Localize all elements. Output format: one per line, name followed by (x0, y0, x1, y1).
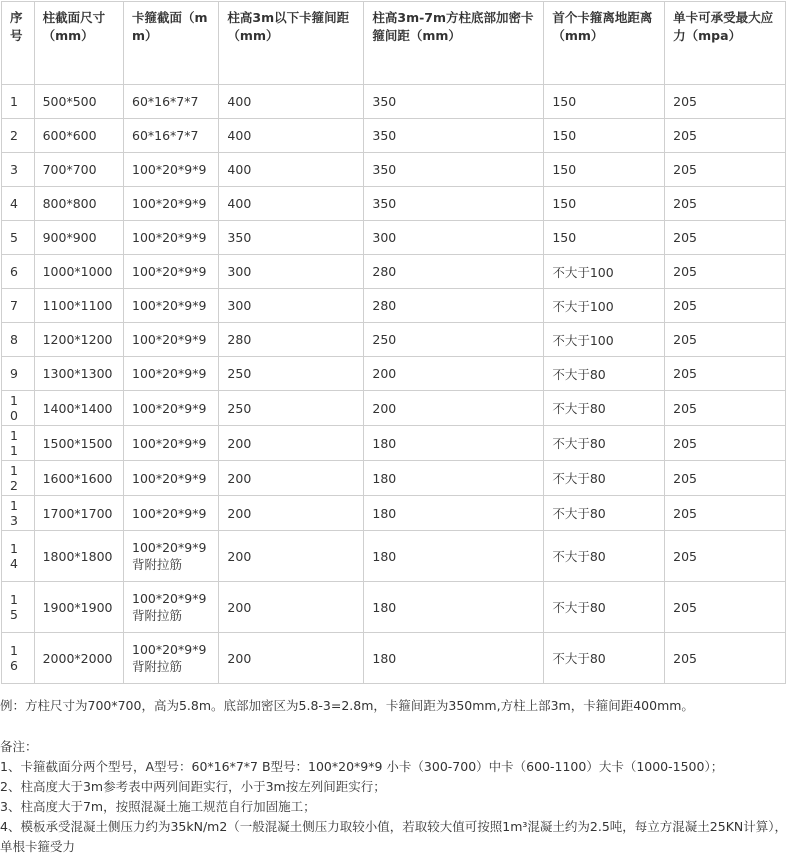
table-cell: 100*20*9*9 (124, 221, 219, 255)
table-cell: 100*20*9*9 (124, 289, 219, 323)
table-cell: 800*800 (34, 187, 123, 221)
table-cell: 280 (219, 323, 364, 357)
table-cell: 1900*1900 (34, 582, 123, 633)
table-cell: 60*16*7*7 (124, 119, 219, 153)
table-cell: 400 (219, 187, 364, 221)
table-cell: 8 (2, 323, 35, 357)
table-cell: 250 (219, 357, 364, 391)
table-cell: 不大于80 (544, 496, 665, 531)
table-cell: 1200*1200 (34, 323, 123, 357)
table-cell: 1300*1300 (34, 357, 123, 391)
table-row (2, 85, 786, 119)
table-cell: 100*20*9*9 背附拉筋 (124, 633, 219, 684)
table-cell: 200 (219, 496, 364, 531)
table-cell: 16 (2, 633, 35, 684)
table-cell: 不大于80 (544, 582, 665, 633)
table-row (2, 496, 786, 531)
table-cell: 不大于100 (544, 255, 665, 289)
table-cell: 205 (665, 289, 786, 323)
table-cell: 900*900 (34, 221, 123, 255)
table-cell: 180 (364, 496, 544, 531)
note-item-3: 3、柱高度大于7m，按照混凝土施工规范自行加固施工； (0, 799, 316, 814)
example-text: 例：方柱尺寸为700*700，高为5.8m。底部加密区为5.8-3=2.8m，卡箍间距为350mm,方柱上部3m，卡箍间距400mm。 (0, 698, 694, 713)
table-cell: 300 (364, 221, 544, 255)
table-cell: 150 (544, 221, 665, 255)
table-cell: 205 (665, 391, 786, 426)
table-row (2, 582, 786, 633)
table-cell: 100*20*9*9 (124, 496, 219, 531)
table-cell: 200 (364, 357, 544, 391)
table-cell: 200 (219, 426, 364, 461)
table-cell: 1100*1100 (34, 289, 123, 323)
table-cell: 1 (2, 85, 35, 119)
table-header-row (2, 2, 786, 85)
table-cell: 12 (2, 461, 35, 496)
table-cell: 205 (665, 531, 786, 582)
table-row (2, 119, 786, 153)
table-cell: 205 (665, 119, 786, 153)
table-row (2, 531, 786, 582)
table-cell: 7 (2, 289, 35, 323)
table-cell: 280 (364, 255, 544, 289)
table-cell: 205 (665, 426, 786, 461)
table-cell: 205 (665, 255, 786, 289)
note-item-1: 1、卡箍截面分两个型号，A型号：60*16*7*7 B型号：100*20*9*9 小卡（300-700）中卡（600-1100）大卡（1000-1500）； (0, 759, 724, 774)
table-cell: 150 (544, 153, 665, 187)
table-cell: 205 (665, 187, 786, 221)
header-first-clamp-height: 首个卡箍离地距离（mm） (544, 2, 665, 85)
table-cell: 6 (2, 255, 35, 289)
table-cell: 350 (364, 85, 544, 119)
table-cell: 200 (219, 633, 364, 684)
table-cell: 不大于80 (544, 461, 665, 496)
table-cell: 13 (2, 496, 35, 531)
table-cell: 不大于80 (544, 531, 665, 582)
header-index: 序号 (2, 2, 35, 85)
table-cell: 5 (2, 221, 35, 255)
table-cell: 700*700 (34, 153, 123, 187)
table-cell: 250 (219, 391, 364, 426)
table-cell: 200 (219, 582, 364, 633)
table-cell: 350 (364, 187, 544, 221)
table-cell: 100*20*9*9 (124, 461, 219, 496)
table-row (2, 323, 786, 357)
note-item-4: 4、模板承受混凝土侧压力约为35kN/m2（一般混凝土侧压力取较小值，若取较大值可按照1m³混凝土约为2.5吨，每立方混凝土25KN计算），单根卡箍受力 (0, 819, 787, 854)
table-cell: 100*20*9*9 背附拉筋 (124, 582, 219, 633)
table-cell: 100*20*9*9 (124, 323, 219, 357)
table-row (2, 255, 786, 289)
table-cell: 11 (2, 426, 35, 461)
table-cell: 300 (219, 289, 364, 323)
table-cell: 400 (219, 85, 364, 119)
table-row (2, 426, 786, 461)
table-cell: 150 (544, 85, 665, 119)
table-cell: 不大于80 (544, 357, 665, 391)
table-row (2, 221, 786, 255)
table-cell: 205 (665, 582, 786, 633)
table-cell: 500*500 (34, 85, 123, 119)
header-max-stress: 单卡可承受最大应力（mpa） (665, 2, 786, 85)
table-cell: 不大于100 (544, 289, 665, 323)
table-cell: 205 (665, 323, 786, 357)
table-cell: 200 (219, 531, 364, 582)
table-cell: 600*600 (34, 119, 123, 153)
table-cell: 150 (544, 119, 665, 153)
header-spacing-below-3m: 柱高3m以下卡箍间距（mm） (219, 2, 364, 85)
table-row (2, 187, 786, 221)
table-body (2, 85, 786, 684)
table-cell: 4 (2, 187, 35, 221)
table-row (2, 633, 786, 684)
table-cell: 1400*1400 (34, 391, 123, 426)
table-cell: 1800*1800 (34, 531, 123, 582)
table-cell: 150 (544, 187, 665, 221)
table-cell: 250 (364, 323, 544, 357)
note-item-2: 2、柱高度大于3m参考表中两列间距实行，小于3m按左列间距实行； (0, 779, 386, 794)
table-cell: 1000*1000 (34, 255, 123, 289)
header-spacing-3m-7m: 柱高3m-7m方柱底部加密卡箍间距（mm） (364, 2, 544, 85)
table-cell: 400 (219, 153, 364, 187)
table-cell: 100*20*9*9 (124, 187, 219, 221)
table-cell: 不大于100 (544, 323, 665, 357)
table-cell: 2 (2, 119, 35, 153)
table-cell: 180 (364, 461, 544, 496)
table-cell: 100*20*9*9 背附拉筋 (124, 531, 219, 582)
table-cell: 350 (364, 153, 544, 187)
table-cell: 205 (665, 221, 786, 255)
table-cell: 100*20*9*9 (124, 153, 219, 187)
table-cell: 不大于80 (544, 633, 665, 684)
notes-title: 备注： (0, 739, 38, 754)
header-column-size: 柱截面尺寸（mm） (34, 2, 123, 85)
header-clamp-section: 卡箍截面（mm） (124, 2, 219, 85)
table-cell: 100*20*9*9 (124, 255, 219, 289)
table-row (2, 391, 786, 426)
clamp-spec-table (1, 1, 786, 684)
table-cell: 200 (219, 461, 364, 496)
table-cell: 15 (2, 582, 35, 633)
table-cell: 180 (364, 426, 544, 461)
table-cell: 不大于80 (544, 426, 665, 461)
table-cell: 1500*1500 (34, 426, 123, 461)
table-cell: 2000*2000 (34, 633, 123, 684)
table-cell: 3 (2, 153, 35, 187)
table-cell: 205 (665, 633, 786, 684)
table-cell: 350 (364, 119, 544, 153)
table-row (2, 289, 786, 323)
notes-section (0, 737, 787, 857)
table-cell: 200 (364, 391, 544, 426)
table-cell: 100*20*9*9 (124, 426, 219, 461)
table-cell: 205 (665, 85, 786, 119)
table-row (2, 461, 786, 496)
table-cell: 100*20*9*9 (124, 357, 219, 391)
table-cell: 205 (665, 461, 786, 496)
table-cell: 350 (219, 221, 364, 255)
table-cell: 1600*1600 (34, 461, 123, 496)
table-cell: 10 (2, 391, 35, 426)
table-cell: 180 (364, 633, 544, 684)
table-cell: 400 (219, 119, 364, 153)
table-cell: 9 (2, 357, 35, 391)
table-cell: 100*20*9*9 (124, 391, 219, 426)
table-row (2, 357, 786, 391)
table-cell: 14 (2, 531, 35, 582)
table-cell: 300 (219, 255, 364, 289)
table-cell: 205 (665, 496, 786, 531)
table-cell: 1700*1700 (34, 496, 123, 531)
table-cell: 280 (364, 289, 544, 323)
table-cell: 180 (364, 531, 544, 582)
table-cell: 180 (364, 582, 544, 633)
table-cell: 205 (665, 357, 786, 391)
table-row (2, 153, 786, 187)
table-cell: 60*16*7*7 (124, 85, 219, 119)
table-cell: 205 (665, 153, 786, 187)
table-cell: 不大于80 (544, 391, 665, 426)
